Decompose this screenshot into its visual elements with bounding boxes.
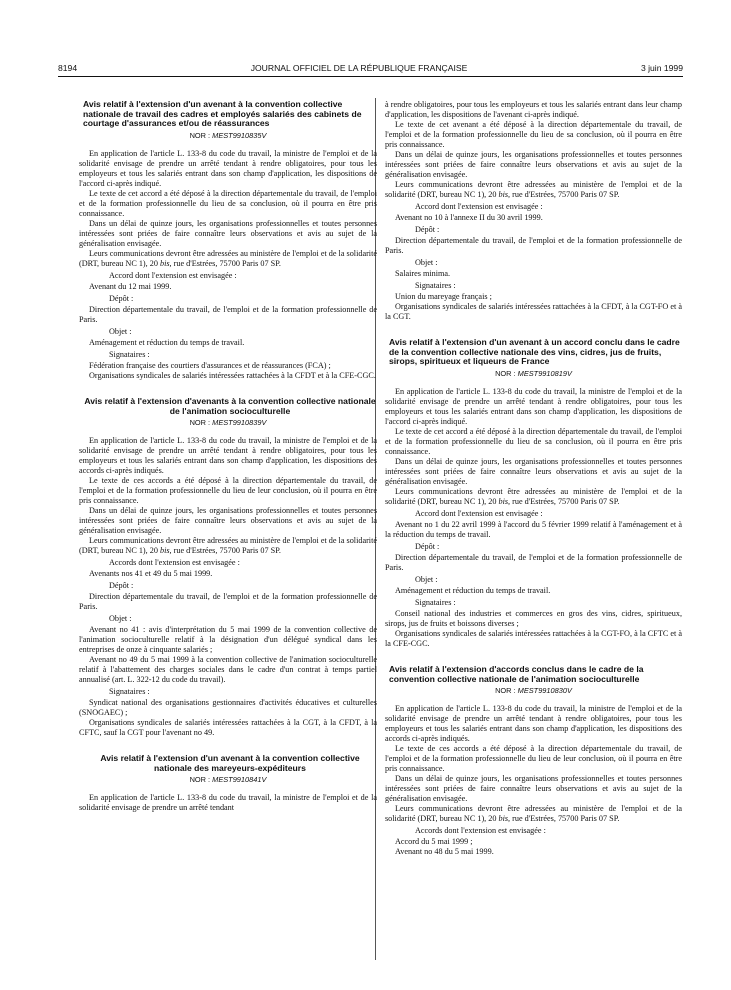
depot-label: Dépôt : — [415, 541, 440, 551]
depot-label: Dépôt : — [109, 293, 134, 303]
paragraph: Le texte de cet avenant a été déposé à la direction départementale du travail, de l'emploi et de la formation professionnelle du lieu de sa conclusion, où il pourra en être pris connaissance. — [385, 120, 682, 149]
accord-value: Avenant no 1 du 22 avril 1999 à l'accord du 5 février 1999 relatif à l'aménagement et à la réduction du temps de travail. — [385, 519, 682, 539]
accord-item: Avenant no 48 du 5 mai 1999. — [395, 847, 494, 857]
avis-mareyeurs-section-continued — [385, 100, 682, 322]
signataire-item: Union du mareyage français ; — [395, 292, 492, 301]
section-title: Avis relatif à l'extension d'accords conclus dans le cadre de la convention collective nationale de l'animation socioculturelle — [389, 663, 644, 684]
nor-reference: NOR : MEST9910841V — [189, 775, 267, 785]
paragraph: Dans un délai de quinze jours, les organisations professionnelles et toutes personnes intéressées sont priées de faire connaître leurs observations et avis au sujet de la généralisation envisagée. — [79, 506, 377, 536]
section-title: Avis relatif à l'extension d'un avenant à un accord conclu dans le cadre de la convention collective nationale des vins, cidres, jus de fruits, sirops, spiritueux et liqueurs de France — [389, 337, 680, 367]
paragraph: Le texte de cet accord a été déposé à la direction départementale du travail, de l'emploi et de la formation professionnelle du lieu de sa conclusion, où il pourra en être pris connaissance. — [385, 426, 682, 456]
objet-label: Objet : — [109, 614, 132, 624]
nor-reference: NOR : MEST9910839V — [189, 418, 267, 428]
depot-value: Direction départementale du travail, de l'emploi et de la formation professionnelle de Paris. — [385, 552, 682, 572]
signataire-item: Conseil national des industries et commerces en gros des vins, cidres, spiritueux, sirops, jus de fruits et boissons diverses ; — [385, 608, 682, 628]
header-rule — [58, 76, 683, 77]
journal-title: JOURNAL OFFICIEL DE LA RÉPUBLIQUE FRANÇAISE — [250, 63, 468, 73]
accord-label: Accord dont l'extension est envisagée : — [415, 508, 543, 518]
objet-item: Avenant no 49 du 5 mai 1999 à la convention collective de l'animation socioculturelle relatif à l'abattement des charges sociales dans le cadre d'un contrat à temps partiel annualisé (art. L. 322-12 du code du travail). — [79, 655, 377, 685]
accord-item: Accord du 5 mai 1999 ; — [395, 837, 473, 847]
paragraph: Le texte de ces accords a été déposé à la direction départementale du travail, de l'emploi et de la formation professionnelle du lieu de leur conclusion, où il pourra en être pris connaissance. — [385, 744, 682, 774]
paragraph: Leurs communications devront être adressées au ministère de l'emploi et de la solidarité (DRT, bureau NC 1), 20 bis, rue d'Estrées, 75700 Paris 07 SP. — [385, 486, 682, 506]
objet-value: Salaires minima. — [395, 269, 451, 278]
signataires-label: Signataires : — [109, 687, 150, 697]
depot-label: Dépôt : — [109, 581, 134, 591]
page-header — [58, 63, 683, 73]
paragraph: Le texte de cet accord a été déposé à la direction départementale du travail, de l'emploi et de la formation professionnelle du lieu de sa conclusion, où il pourra en être pris connaissance. — [79, 188, 377, 218]
paragraph: à rendre obligatoires, pour tous les employeurs et tous les salariés entrant dans leur champ d'application, les dispositions de l'avenant ci-après indiqué. — [385, 100, 682, 119]
depot-value: Direction départementale du travail, de l'emploi et de la formation professionnelle de Paris. — [385, 236, 682, 255]
paragraph: Le texte de ces accords a été déposé à la direction départementale du travail, de l'emploi et de la formation professionnelle du lieu de leur conclusion, où il pourra en être pris connaissance. — [79, 476, 377, 506]
paragraph: Leurs communications devront être adressées au ministère de l'emploi et de la solidarité (DRT, bureau NC 1), 20 bis, rue d'Estrées, 75700 Paris 07 SP. — [79, 248, 377, 268]
accord-value: Avenants nos 41 et 49 du 5 mai 1999. — [89, 569, 213, 579]
accord-label: Accord dont l'extension est envisagée : — [415, 202, 543, 211]
left-column — [79, 100, 377, 829]
paragraph: Dans un délai de quinze jours, les organisations professionnelles et toutes personnes intéressées sont priées de faire connaître leurs observations et avis au sujet de la généralisation envisagée. — [385, 456, 682, 486]
signataires-label: Signataires : — [415, 281, 456, 290]
signataires-label: Signataires : — [109, 349, 150, 359]
objet-label: Objet : — [109, 326, 132, 336]
paragraph: Leurs communications devront être adressées au ministère de l'emploi et de la solidarité (DRT, bureau NC 1), 20 bis, rue d'Estrées, 75700 Paris 07 SP. — [385, 180, 682, 199]
accord-value: Avenant no 10 à l'annexe II du 30 avril 1999. — [395, 213, 543, 222]
nor-reference: NOR : MEST9910830V — [495, 686, 572, 696]
avis-animation-accords-section — [385, 665, 682, 857]
nor-reference: NOR : MEST9910819V — [495, 368, 572, 378]
paragraph: En application de l'article L. 133-8 du code du travail, la ministre de l'emploi et de la solidarité envisage de prendre un arrêté tendant à rendre obligatoires, pour tous les employeurs et tous les salariés entrant dans son champ d'application, les dispositions des accords ci-après indiqués. — [385, 704, 682, 744]
depot-label: Dépôt : — [415, 225, 440, 234]
paragraph: Leurs communications devront être adressées au ministère de l'emploi et de la solidarité (DRT, bureau NC 1), 20 bis, rue d'Estrées, 75700 Paris 07 SP. — [79, 536, 377, 556]
section-title: Avis relatif à l'extension d'un avenant à la convention collective nationale des mareyeurs-expéditeurs — [100, 753, 360, 773]
avis-animation-section — [79, 397, 377, 738]
publication-date: 3 juin 1999 — [640, 63, 683, 73]
objet-item: Avenant no 41 : avis d'interprétation du 5 mai 1999 de la convention collective de l'animation socioculturelle relatif à la désignation d'un délégué syndical dans les entreprises de onze à cinquante salariés ; — [79, 625, 377, 655]
accord-label: Accords dont l'extension est envisagée : — [109, 558, 240, 568]
paragraph: En application de l'article L. 133-8 du code du travail, la ministre de l'emploi et de la solidarité envisage de prendre un arrêté tendant à rendre obligatoires, pour tous les employeurs et tous les salariés entrant dans son champ d'application, les dispositions des accords ci-après indiqués. — [79, 436, 377, 476]
signataire-item: Fédération française des courtiers d'assurances et de réassurances (FCA) ; — [89, 360, 331, 370]
signataire-item: Organisations syndicales de salariés intéressées rattachées à la CGT, à la CFDT, à la CFTC, sauf la CGT pour l'avenant no 49. — [79, 718, 377, 738]
signataire-item: Syndicat national des organisations gestionnaires d'activités éducatives et culturelles (SNOGAEC) ; — [79, 698, 377, 718]
paragraph: Leurs communications devront être adressées au ministère de l'emploi et de la solidarité (DRT, bureau NC 1), 20 bis, rue d'Estrées, 75700 Paris 07 SP. — [385, 804, 682, 824]
right-column — [385, 100, 682, 873]
objet-label: Objet : — [415, 574, 438, 584]
depot-value: Direction départementale du travail, de l'emploi et de la formation professionnelle de Paris. — [79, 304, 377, 324]
paragraph: En application de l'article L. 133-8 du code du travail, la ministre de l'emploi et de la solidarité envisage de prendre un arrêté tendant à rendre obligatoires, pour tous les employeurs et tous les salariés entrant dans son champ d'application, les dispositions de l'accord ci-après indiqué. — [385, 386, 682, 426]
nor-reference: NOR : MEST9910835V — [189, 130, 267, 140]
section-title: Avis relatif à l'extension d'un avenant à la convention collective nationale de travail des cadres et employés salariés des cabinets de courtage d'assurances et/ou de réassurances — [83, 99, 362, 129]
page-number: 8194 — [58, 63, 78, 73]
signataires-label: Signataires : — [415, 597, 456, 607]
signataire-item: Organisations syndicales de salariés intéressées rattachées à la CFDT, à la CGT-FO et à la CGT. — [385, 302, 682, 321]
accord-label: Accords dont l'extension est envisagée : — [415, 826, 546, 836]
section-title: Avis relatif à l'extension d'avenants à la convention collective nationale de l'animation socioculturelle — [84, 395, 376, 416]
signataire-item: Organisations syndicales de salariés intéressées rattachées à la CFDT et à la CFE-CGC. — [89, 370, 376, 380]
paragraph: Dans un délai de quinze jours, les organisations professionnelles et toutes personnes intéressées sont priées de faire connaître leurs observations et avis au sujet de la généralisation envisagée. — [385, 150, 682, 179]
depot-value: Direction départementale du travail, de l'emploi et de la formation professionnelle de Paris. — [79, 592, 377, 612]
accord-value: Avenant du 12 mai 1999. — [89, 281, 172, 291]
paragraph: Dans un délai de quinze jours, les organisations professionnelles et toutes personnes intéressées sont priées de faire connaître leurs observations et avis au sujet de la généralisation envisagée. — [79, 218, 377, 248]
paragraph: En application de l'article L. 133-8 du code du travail, la ministre de l'emploi et de la solidarité envisage de prendre un arrêté tendant à rendre obligatoires, pour tous les employeurs et tous les salariés entrant dans son champ d'application, les dispositions de l'accord ci-après indiqué. — [79, 148, 377, 188]
avis-courtage-section — [79, 100, 377, 381]
objet-label: Objet : — [415, 258, 438, 267]
paragraph: En application de l'article L. 133-8 du code du travail, la ministre de l'emploi et de la solidarité envisage de prendre un arrêté tendant — [79, 793, 377, 813]
avis-mareyeurs-section-start — [79, 754, 377, 813]
signataire-item: Organisations syndicales de salariés intéressées rattachées à la CGT-FO, à la CFTC et à la CFE-CGC. — [385, 628, 682, 648]
objet-value: Aménagement et réduction du temps de travail. — [89, 337, 245, 347]
paragraph: Dans un délai de quinze jours, les organisations professionnelles et toutes personnes intéressées sont priées de faire connaître leurs observations et avis au sujet de la généralisation envisagée. — [385, 774, 682, 804]
avis-vins-section — [385, 338, 682, 649]
objet-value: Aménagement et réduction du temps de travail. — [395, 585, 551, 595]
accord-label: Accord dont l'extension est envisagée : — [109, 270, 237, 280]
